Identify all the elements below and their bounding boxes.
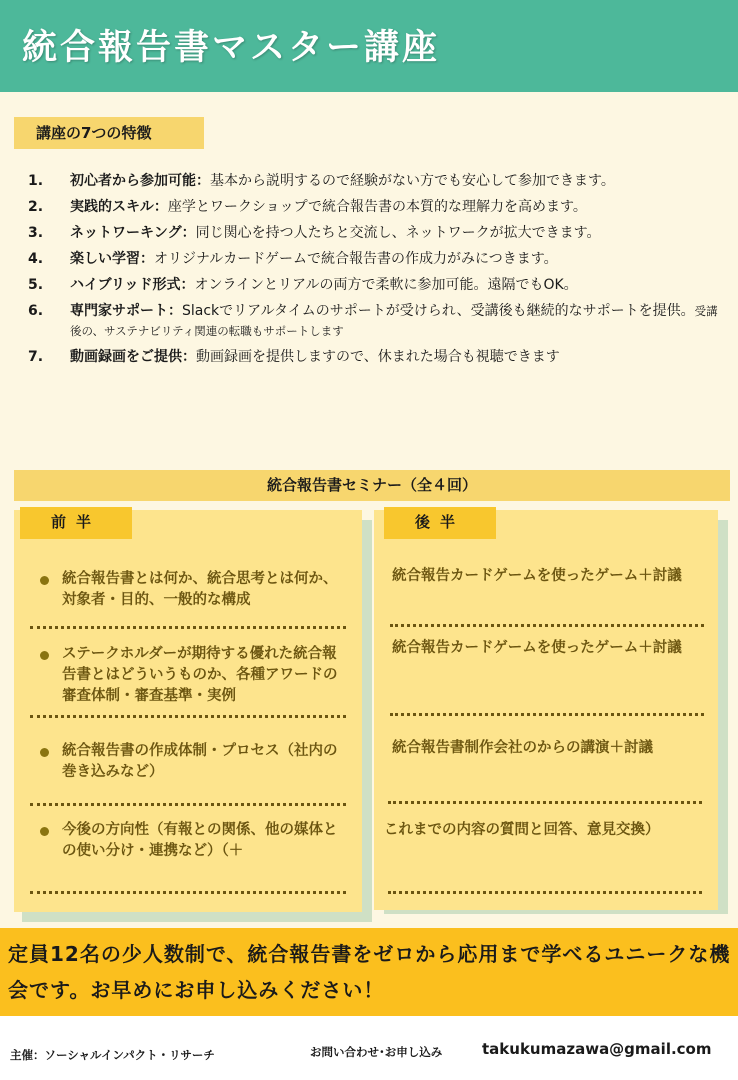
second-half-item: 統合報告書制作会社のからの講演＋討議 — [392, 740, 653, 756]
feature-number: 3. — [28, 225, 44, 241]
bullet-icon — [40, 651, 49, 660]
cta-text: 定員12名の少人数制で、統合報告書をゼロから応用まで学べるユニークな機会です。お早めにお申し込みください！ — [8, 942, 731, 1002]
feature-number: 5. — [28, 277, 44, 293]
feature-item — [28, 171, 728, 191]
first-half-item: 統合報告書とは何か、統合思考とは何か、対象者・目的、一般的な構成 — [40, 569, 340, 611]
feature-label: 専門家サポート — [70, 303, 168, 319]
feature-text: 座学とワークショップで統合報告書の本質的な理解力を高めます。 — [167, 199, 587, 215]
divider — [390, 624, 704, 627]
divider — [388, 891, 702, 894]
feature-label: 実践的スキル — [70, 199, 154, 215]
feature-text: Slackでリアルタイムのサポートが受けられ、受講後も継続的なサポートを提供。 — [182, 303, 695, 319]
feature-number: 4. — [28, 251, 44, 267]
feature-note: 受講後の、サステナビリティ関連の転職もサポートします — [70, 304, 718, 338]
divider — [30, 891, 346, 894]
feature-separator: ： — [140, 251, 154, 267]
feature-label: ハイブリッド形式 — [70, 277, 181, 293]
bullet-icon — [40, 827, 49, 836]
feature-separator: ： — [182, 349, 196, 365]
feature-text: 基本から説明するので経験がない方でも安心して参加できます。 — [210, 173, 615, 189]
organizer: 主催：ソーシャルインパクト・リサーチ — [10, 1048, 215, 1062]
feature-item — [28, 223, 728, 243]
bullet-icon — [40, 748, 49, 757]
features-heading: 講座の7つの特徴 — [14, 117, 204, 149]
first-half-item: 今後の方向性（有報との関係、他の媒体との使い分け・連携など）（＋ — [40, 820, 340, 862]
second-half-item: 統合報告カードゲームを使ったゲーム＋討議 — [392, 640, 682, 656]
feature-label: 初心者から参加可能 — [70, 173, 196, 189]
feature-separator: ： — [168, 303, 182, 319]
feature-item — [28, 347, 728, 367]
feature-label: 楽しい学習 — [70, 251, 140, 267]
divider — [390, 713, 704, 716]
first-half-item: ステークホルダーが期待する優れた統合報告書とはどういうものか、各種アワードの審査体制・審査基準・実例 — [40, 644, 340, 707]
contact-email[interactable]: takukumazawa@gmail.com — [482, 1040, 712, 1058]
feature-label: ネットワーキング — [70, 225, 182, 241]
feature-item — [28, 301, 728, 341]
feature-text: オリジナルカードゲームで統合報告書の作成力がみにつきます。 — [154, 251, 558, 267]
feature-item — [28, 197, 728, 217]
second-half-tab: 後半 — [384, 507, 496, 539]
features-list — [28, 171, 728, 373]
feature-separator: ： — [181, 225, 196, 241]
feature-text: オンラインとリアルの両方で柔軟に参加可能。遠隔でもOK。 — [194, 277, 578, 293]
divider — [388, 801, 702, 804]
feature-separator: ： — [196, 173, 210, 189]
divider — [30, 626, 346, 629]
feature-item — [28, 275, 728, 295]
first-half-item: 統合報告書の作成体制・プロセス（社内の巻き込みなど） — [40, 741, 340, 783]
feature-number: 2. — [28, 199, 44, 215]
divider — [30, 803, 346, 806]
feature-number: 1. — [28, 173, 44, 189]
feature-label: 動画録画をご提供 — [70, 349, 182, 365]
feature-text: 動画録画を提供しますので、休まれた場合も視聴できます — [196, 349, 560, 365]
contact-label: お問い合わせ･お申し込み — [310, 1045, 443, 1059]
feature-separator: ： — [180, 277, 195, 293]
bullet-icon — [40, 576, 49, 585]
feature-text: 同じ関心を持つ人たちと交流し、ネットワークが拡大できます。 — [195, 225, 601, 241]
header-bar — [0, 0, 738, 92]
seminar-title: 統合報告書セミナー（全４回） — [14, 470, 730, 501]
divider — [30, 715, 346, 718]
feature-item — [28, 249, 728, 269]
page-title: 統合報告書マスター講座 — [22, 28, 441, 68]
feature-separator: ： — [153, 199, 168, 215]
second-half-item: これまでの内容の質問と回答、意見交換） — [384, 822, 660, 838]
footer — [0, 1016, 738, 1080]
cta-banner — [0, 928, 738, 1016]
second-half-item: 統合報告カードゲームを使ったゲーム＋討議 — [392, 568, 682, 584]
feature-number: 6. — [28, 303, 44, 319]
feature-number: 7. — [28, 349, 44, 365]
first-half-tab: 前半 — [20, 507, 132, 539]
